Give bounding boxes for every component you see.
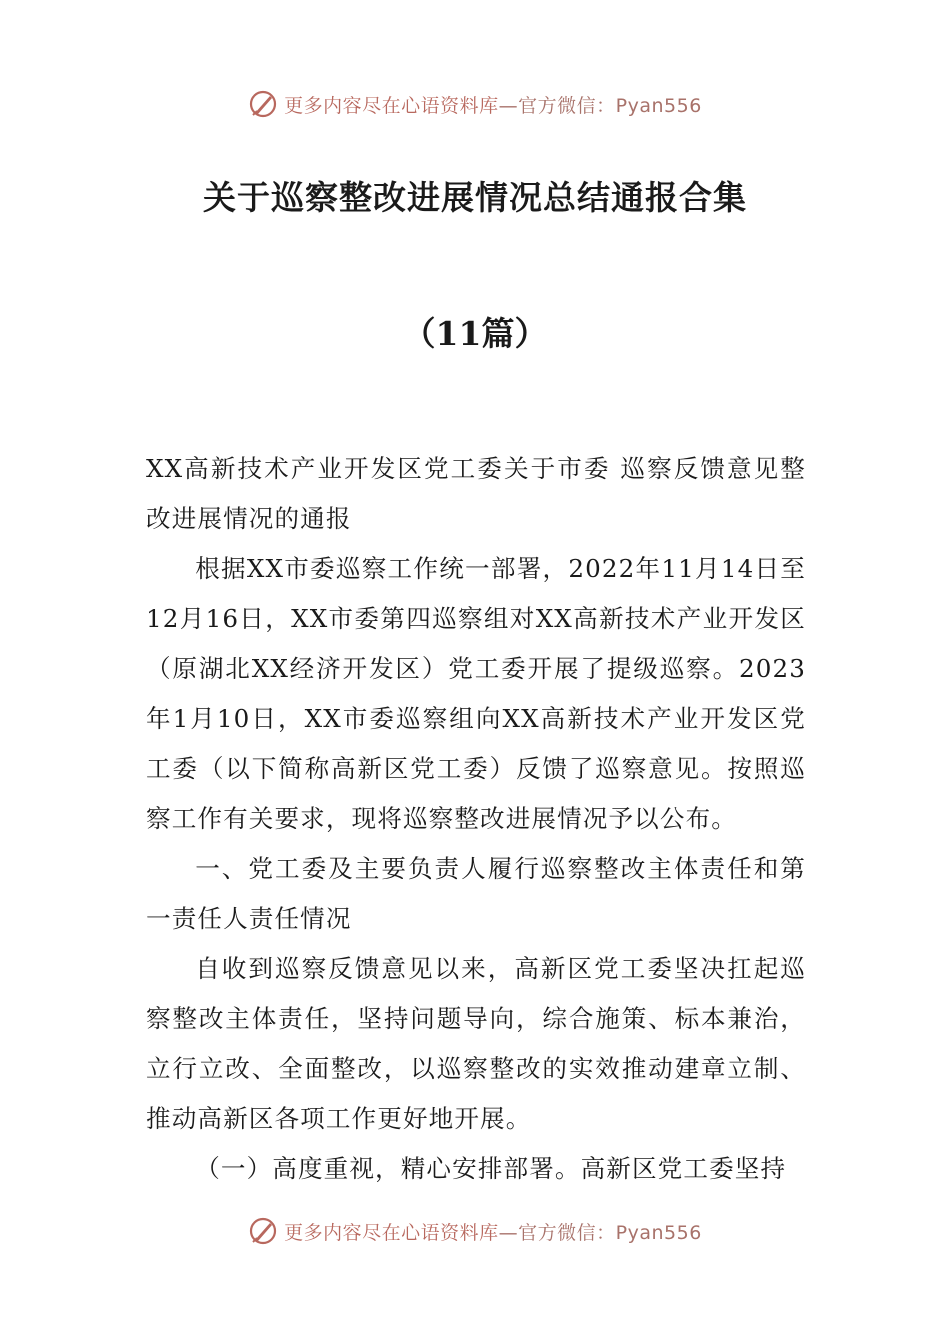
document-title: 关于巡察整改进展情况总结通报合集 xyxy=(203,178,747,217)
section-heading: XX高新技术产业开发区党工委关于市委 巡察反馈意见整改进展情况的通报 xyxy=(146,454,806,533)
watermark-header xyxy=(0,84,950,124)
watermark-wechat-text: —官方微信：Pyan556 xyxy=(498,1221,702,1244)
watermark-footer xyxy=(0,1211,950,1251)
watermark-wechat-text: —官方微信：Pyan556 xyxy=(498,94,702,117)
watermark-brand-text: 更多内容尽在心语资料库 xyxy=(284,94,499,117)
section-heading: 一、党工委及主要负责人履行巡察整改主体责任和第一责任人责任情况 xyxy=(146,854,806,933)
watermark-brand-text: 更多内容尽在心语资料库 xyxy=(284,1221,499,1244)
document-body xyxy=(146,444,806,1194)
body-paragraph: 根据XX市委巡察工作统一部署，2022年11月14日至12月16日，XX市委第四巡察组对XX高新技术产业开发区（原湖北XX经济开发区）党工委开展了提级巡察。2023年1月10日，XX市委巡察组向XX高新技术产业开发区党工委（以下简称高新区党工委）反馈了巡察意见。按照巡察工作有关要求，现将巡察整改进展情况予以公布。 xyxy=(146,554,806,833)
quill-logo-icon xyxy=(248,1216,278,1246)
body-paragraph: （一）高度重视，精心安排部署。高新区党工委坚持 xyxy=(195,1154,787,1183)
body-paragraph: 自收到巡察反馈意见以来，高新区党工委坚决扛起巡察整改主体责任，坚持问题导向，综合施策、标本兼治，立行立改、全面整改，以巡察整改的实效推动建章立制、推动高新区各项工作更好地开展。 xyxy=(146,954,806,1133)
document-subtitle: （11篇） xyxy=(402,314,548,353)
quill-logo-icon xyxy=(248,89,278,119)
